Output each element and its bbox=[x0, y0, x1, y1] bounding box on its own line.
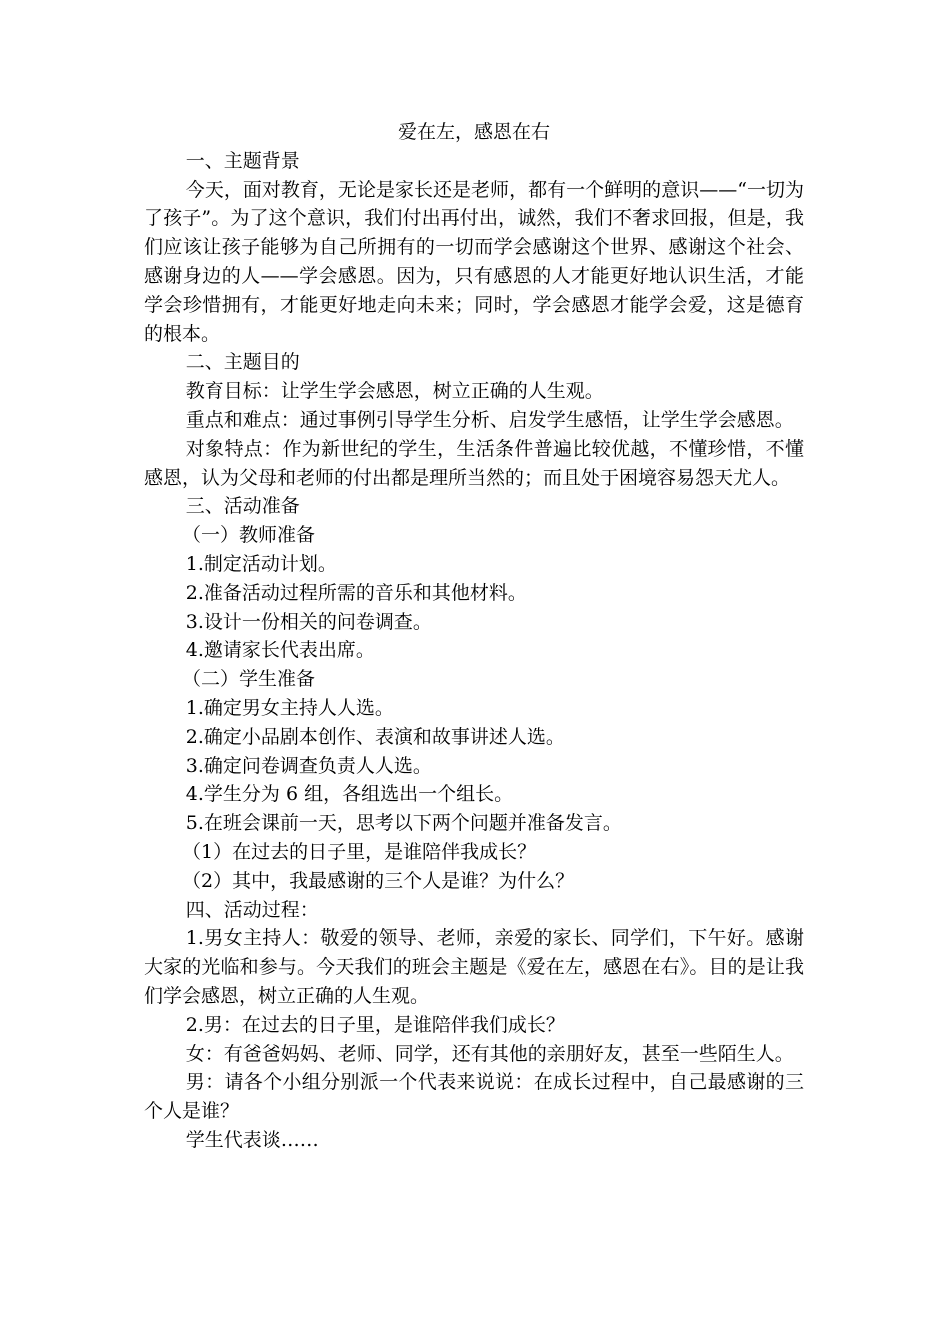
document-body bbox=[144, 118, 804, 1155]
education-goal: 教育目标：让学生学会感恩，树立正确的人生观。 bbox=[185, 380, 604, 403]
process-paragraph: 女：有爸爸妈妈、老师、同学，还有其他的亲朋好友，甚至一些陌生人。 bbox=[185, 1042, 794, 1065]
target-characteristics: 对象特点：作为新世纪的学生，生活条件普遍比较优越，不懂珍惜，不懂感恩，认为父母和老师的付出都是理所当然的；而且处于困境容易怨天尤人。 bbox=[144, 437, 804, 489]
process-paragraph: 学生代表谈…… bbox=[185, 1128, 319, 1151]
student-prep-item: 4.学生分为 6 组，各组选出一个组长。 bbox=[185, 783, 514, 806]
process-paragraph: 2.男：在过去的日子里，是谁陪伴我们成长？ bbox=[185, 1013, 565, 1036]
student-prep-item: 3.确定问卷调查负责人人选。 bbox=[185, 754, 432, 777]
question-item: （2）其中，我最感谢的三个人是谁？为什么？ bbox=[182, 869, 575, 892]
question-item: （1）在过去的日子里，是谁陪伴我成长？ bbox=[182, 840, 537, 863]
teacher-prep-item: 4.邀请家长代表出席。 bbox=[185, 639, 375, 662]
key-points: 重点和难点：通过事例引导学生分析、启发学生感悟，让学生学会感恩。 bbox=[185, 408, 794, 431]
document-title: 爱在左，感恩在右 bbox=[397, 121, 550, 143]
student-prep-item: 2.确定小品剧本创作、表演和故事讲述人选。 bbox=[185, 725, 565, 748]
process-paragraph: 男：请各个小组分别派一个代表来说说：在成长过程中，自己最感谢的三个人是谁？ bbox=[144, 1071, 804, 1123]
section-heading-purpose: 二、主题目的 bbox=[185, 351, 300, 374]
section-heading-preparation: 三、活动准备 bbox=[185, 495, 300, 518]
section-heading-process: 四、活动过程： bbox=[185, 898, 319, 921]
process-paragraph: 1.男女主持人：敬爱的领导、老师，亲爱的家长、同学们，下午好。感谢大家的光临和参与。今天我们的班会主题是《爱在左，感恩在右》。目的是让我们学会感恩，树立正确的人生观。 bbox=[144, 927, 804, 1007]
teacher-prep-heading: （一）教师准备 bbox=[182, 524, 316, 547]
teacher-prep-item: 1.制定活动计划。 bbox=[185, 552, 337, 575]
teacher-prep-item: 3.设计一份相关的问卷调查。 bbox=[185, 610, 432, 633]
student-prep-item: 5.在班会课前一天，思考以下两个问题并准备发言。 bbox=[185, 812, 622, 835]
student-prep-item: 1.确定男女主持人人选。 bbox=[185, 696, 394, 719]
teacher-prep-item: 2.准备活动过程所需的音乐和其他材料。 bbox=[185, 581, 527, 604]
student-prep-heading: （二）学生准备 bbox=[182, 668, 316, 691]
background-paragraph: 今天，面对教育，无论是家长还是老师，都有一个鲜明的意识——“一切为了孩子”。为了这个意识，我们付出再付出，诚然，我们不奢求回报，但是，我们应该让孩子能够为自己所拥有的一切而学会感谢这个世界、感谢这个社会、感谢身边的人——学会感恩。因为，只有感恩的人才能更好地认识生活，才能学会珍惜拥有，才能更好地走向未来；同时，学会感恩才能学会爱，这是德育的根本。 bbox=[144, 178, 804, 345]
section-heading-background: 一、主题背景 bbox=[185, 149, 300, 172]
